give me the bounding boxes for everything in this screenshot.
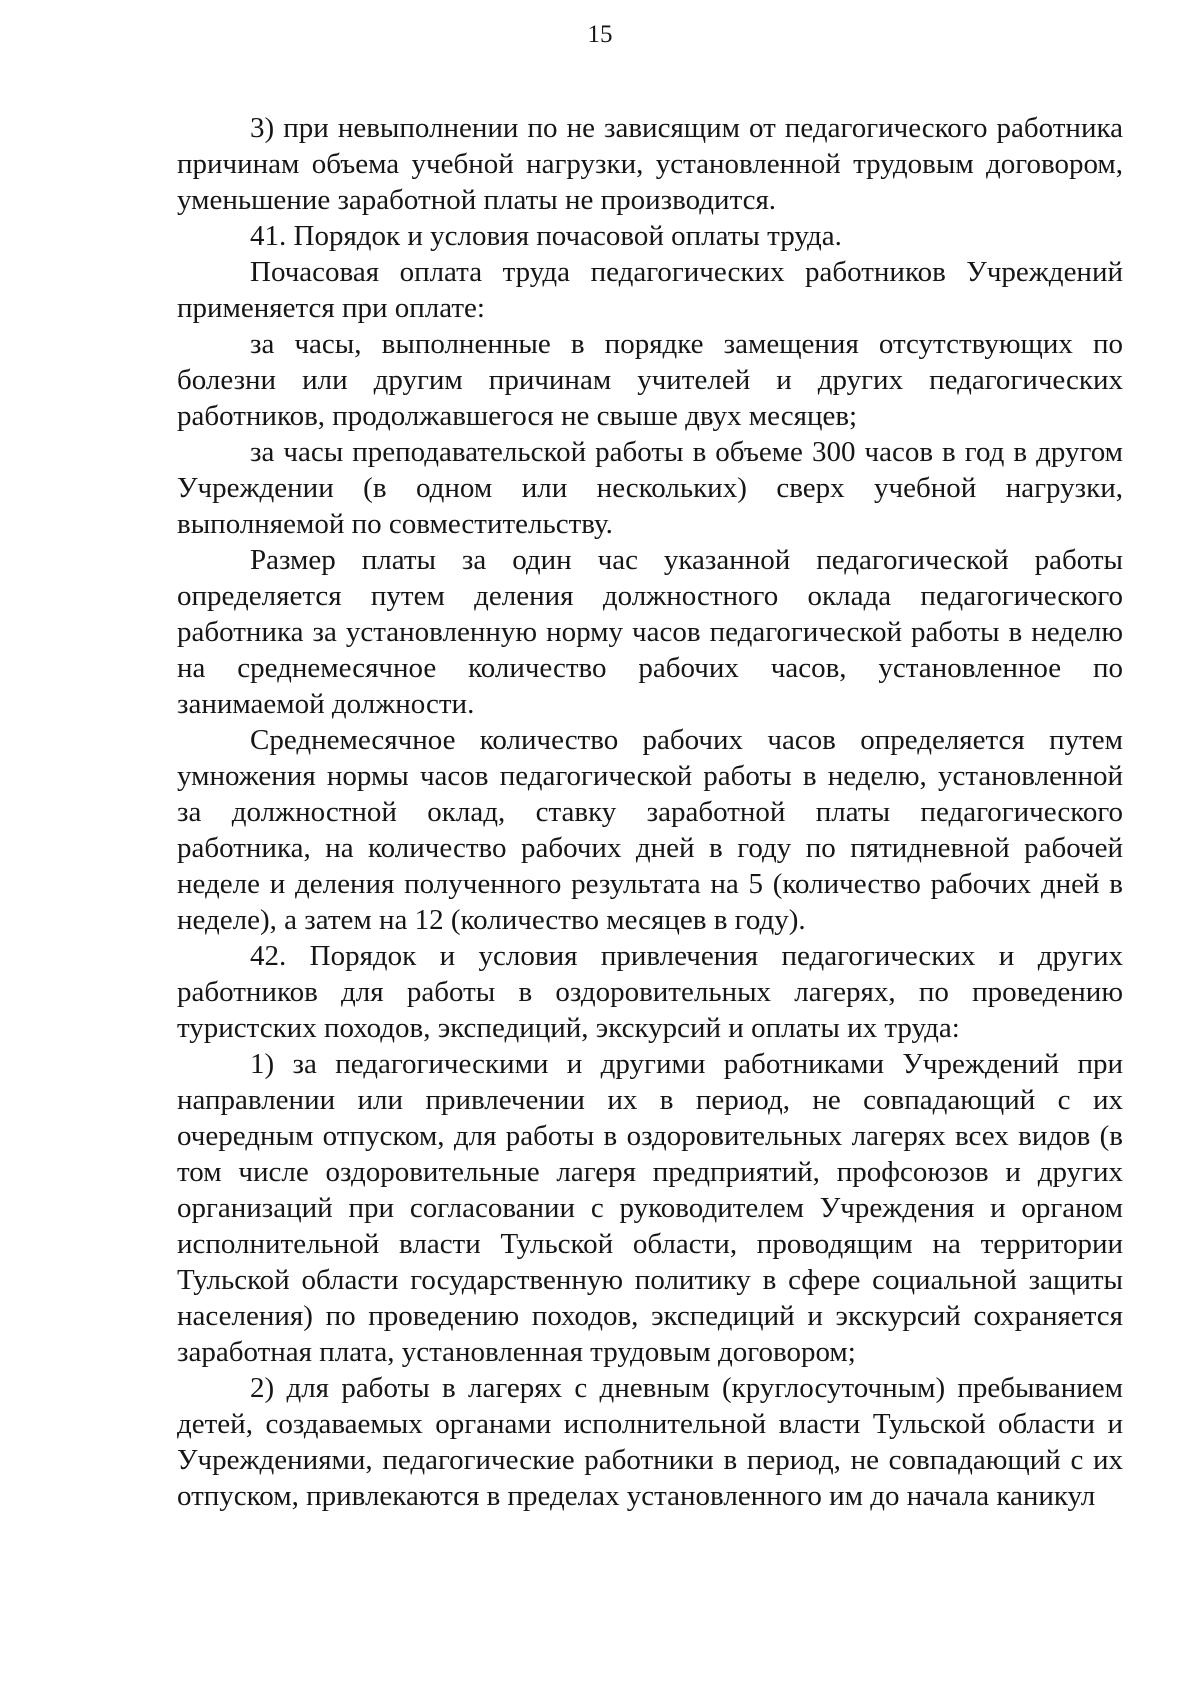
paragraph-hourly-rate-size: Размер платы за один час указанной педагогической работы определяется путем деления должностного оклада педагогического работника за установленную норму часов педагогической работы в неделю на среднемесячное количество рабочих часов, установленное по занимаемой должности. [177, 544, 1123, 720]
paragraph-item-1-camps: 1) за педагогическими и другими работниками Учреждений при направлении или привлечении их в период, не совпадающий с их очередным отпуском, для работы в оздоровительных лагерях всех видов (в том числе оздоровительные лагеря предприятий, профсоюзов и других организаций при согласовании с руководителем Учреждения и органом исполнительной власти Тульской области, проводящим на территории Тульской области государственную политику в сфере социальной защиты населения) по проведению походов, экспедиций и экскурсий сохраняется заработная плата, установленная трудовым договором; [177, 1048, 1123, 1368]
paragraph-item-3-non-fulfillment: 3) при невыполнении по не зависящим от педагогического работника причинам объема учебной нагрузки, установленной трудовым договором, уменьшение заработной платы не производится. [177, 112, 1123, 216]
paragraph-monthly-hours-calculation: Среднемесячное количество рабочих часов определяется путем умножения нормы часов педагогической работы в неделю, установленной за должностной оклад, ставку заработной платы педагогического работника, на количество рабочих дней в году по пятидневной рабочей неделе и деления полученного результата на 5 (количество рабочих дней в неделе), а затем на 12 (количество месяцев в году). [177, 724, 1123, 936]
document-body [177, 110, 1123, 1514]
paragraph-teaching-hours-300: за часы преподавательской работы в объеме 300 часов в год в другом Учреждении (в одном или нескольких) сверх учебной нагрузки, выполняемой по совместительству. [177, 436, 1123, 540]
paragraph-hourly-pay-intro: Почасовая оплата труда педагогических работников Учреждений применяется при оплате: [177, 256, 1123, 324]
paragraph-substitution-hours: за часы, выполненные в порядке замещения отсутствующих по болезни или другим причинам учителей и других педагогических работников, продолжавшегося не свыше двух месяцев; [177, 328, 1123, 432]
page-number: 15 [587, 21, 613, 48]
paragraph-section-42-heading: 42. Порядок и условия привлечения педагогических и других работников для работы в оздоровительных лагерях, по проведению туристских походов, экспедиций, экскурсий и оплаты их труда: [177, 940, 1123, 1044]
paragraph-item-2-day-camps: 2) для работы в лагерях с дневным (круглосуточным) пребыванием детей, создаваемых органами исполнительной власти Тульской области и Учреждениями, педагогические работники в период, не совпадающий с их отпуском, привлекаются в пределах установленного им до начала каникул [177, 1372, 1123, 1512]
paragraph-section-41-heading: 41. Порядок и условия почасовой оплаты труда. [250, 220, 842, 252]
